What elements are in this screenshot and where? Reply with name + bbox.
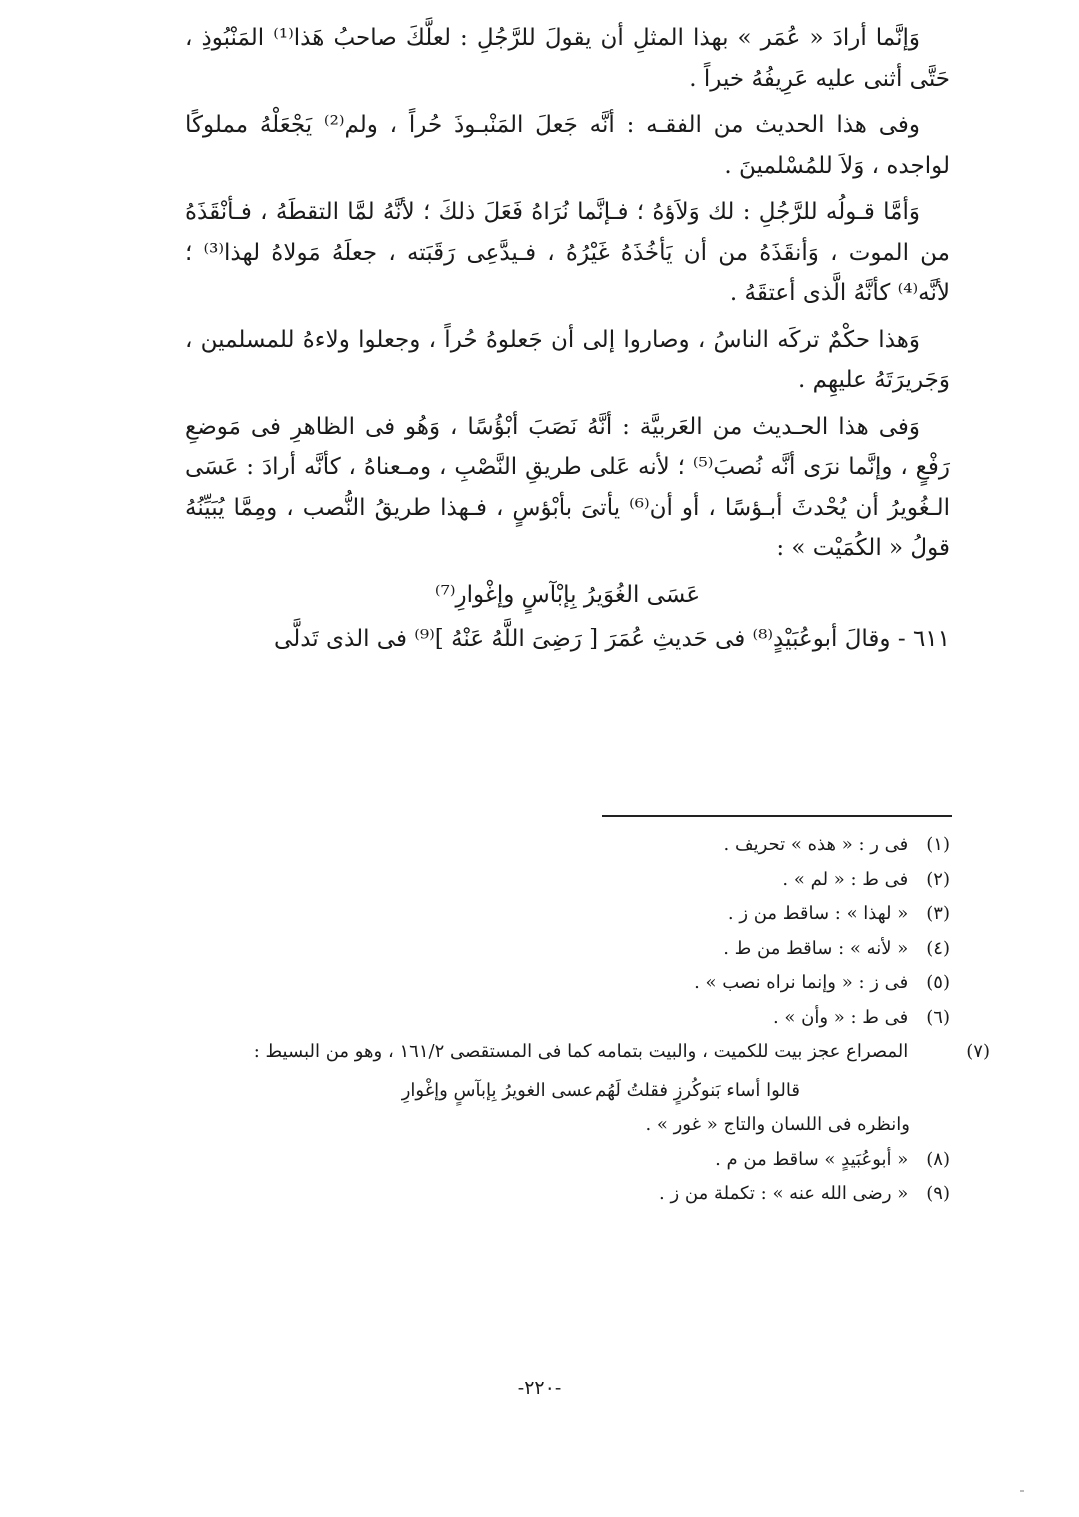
numbered-paragraph: ٦١١ - وقالَ أبوعُبَيْدٍ⁽⁸⁾ فى حَديثِ عُمَرَ [ رَضِىَ اللَّهُ عَنْهُ ]⁽⁹⁾ فى الذى تَدلَّى	[274, 626, 950, 652]
paragraph-3: وَأمَّا قـولُه للرَّجُلِ : لك وَلاَؤهُ ؛ فـإنَّما نُرَاهُ فَعَلَ ذلكَ ؛ لأنَّهُ لمَّا التقطَهُ ، فـأنْقَذَهُ من الموت ، وَأنقَذَهُ من أن يَأخُذَهُ غَيْرُهُ ، فـيدَّعِى رَقَبَته ، جعلَهُ مَولاهُ لهذا⁽³⁾ ؛ لأنَّه⁽⁴⁾ كأنَّهُ الَّذى أعتقَهُ .	[185, 199, 950, 306]
footnote-text: المصراع عجز بيت للكميت ، والبيت بتمامه كما فى المستقصى ١٦١/٢ ، وهو من البسيط :	[253, 1041, 909, 1062]
footnote-8	[185, 1143, 950, 1178]
footnote-5	[185, 966, 950, 1001]
footnote-number: (٤)	[926, 937, 950, 959]
scan-speck	[1020, 1490, 1024, 1492]
footnote-number: (٣)	[926, 903, 950, 924]
poem-verse	[185, 1074, 910, 1109]
footnote-number: (٨)	[926, 1148, 950, 1170]
footnote-number: (١)	[926, 834, 950, 855]
footnote-7	[185, 1035, 990, 1143]
paragraph-4: وَهذا حكْمٌ تركَه الناسُ ، وصاروا إلى أن جَعلوهُ حُراً ، وجعلوا ولاءهُ للمسلمين ، وَجَريرَتَهُ عليهِم .	[185, 326, 950, 393]
poem-second-hemistich: عسى الغويرُ بِإبآسٍ وإغْوارِ	[401, 1079, 594, 1101]
footnote-number: (٦)	[926, 1006, 950, 1028]
footnote-text: « لأنه » : ساقط من ط .	[723, 937, 909, 959]
footnote-number: (٩)	[926, 1183, 950, 1204]
footnote-4	[185, 932, 950, 967]
paragraph-2: وفى هذا الحديث من الفقـه : أنَّه جَعلَ المَنْبـوذَ حُراً ، ولم⁽²⁾ يَجْعَلْهُ مملوكًا لواجده ، وَلاَ للمُسْلمينَ .	[185, 112, 950, 179]
footnote-text: « رضى الله عنه » : تكملة من ز .	[659, 1183, 909, 1204]
footnote-text: « أبوعُبَيدٍ » ساقط من م .	[715, 1148, 909, 1170]
footnote-text: فى ط : « لم » .	[782, 868, 909, 890]
paragraph-5: وَفى هذا الحـديث من العَربيَّة : أنَّهُ نَصَبَ أبْؤُسًا ، وَهُو فى الظاهرِ فى مَوضعِ رَفْعٍ ، وإنَّما نرَى أنَّه نُصبَ⁽⁵⁾ ؛ لأنه عَلى طريقِ النَّصْبِ ، ومـعناهُ ، كأنَّه أرادَ : عَسَى الـغُويرُ أن يُحْدثَ أبـؤسًا ، أو أن⁽⁶⁾ يأتىَ بأبْؤسٍ ، فـهذا طريقُ النُّصب ، ومِمَّا يُبَيِّنُهُ قولُ « الكُمَيْت » :	[185, 413, 950, 561]
footnote-1	[185, 828, 950, 863]
footnote-number: (٢)	[926, 868, 950, 890]
footnote-text: فى ط : « وأن » .	[772, 1006, 909, 1028]
footnote-text: « لهذا » : ساقط من ز .	[727, 903, 909, 924]
footnote-9	[185, 1177, 950, 1212]
footnote-number: (٥)	[926, 972, 950, 993]
footnote-7-continuation: وانظره فى اللسان والتاج « غور » .	[645, 1114, 910, 1135]
footnote-text: فى ز : « وإنما نراه نصب » .	[694, 972, 909, 993]
footnote-text: فى ر : « هذه » تحريف .	[723, 834, 909, 855]
page-number: -٢٢٠-	[517, 1377, 562, 1399]
footnotes	[185, 828, 990, 1212]
verse-line: عَسَى الغُوَيرُ بِإبْآسٍ وإغْوارِ⁽⁷⁾	[434, 581, 701, 608]
footnote-6	[185, 1001, 950, 1036]
footnote-3	[185, 897, 950, 932]
footnote-number: (٧)	[966, 1041, 990, 1062]
paragraph-1: وَإنَّما أرادَ « عُمَر » بهذا المثلِ أن يقولَ للرَّجُلِ : لعلَّكَ صاحبُ هَذا⁽¹⁾ المَنْبُوذِ ، حَتَّى أثنى عليه عَرِيفُهُ خيراً .	[185, 25, 950, 92]
main-text	[185, 18, 950, 666]
footnote-2	[185, 863, 950, 898]
poem-first-hemistich: قالوا أساء بَنوكُرزٍ فقلتُ لَهُم	[595, 1079, 800, 1101]
footnote-divider	[602, 815, 952, 817]
